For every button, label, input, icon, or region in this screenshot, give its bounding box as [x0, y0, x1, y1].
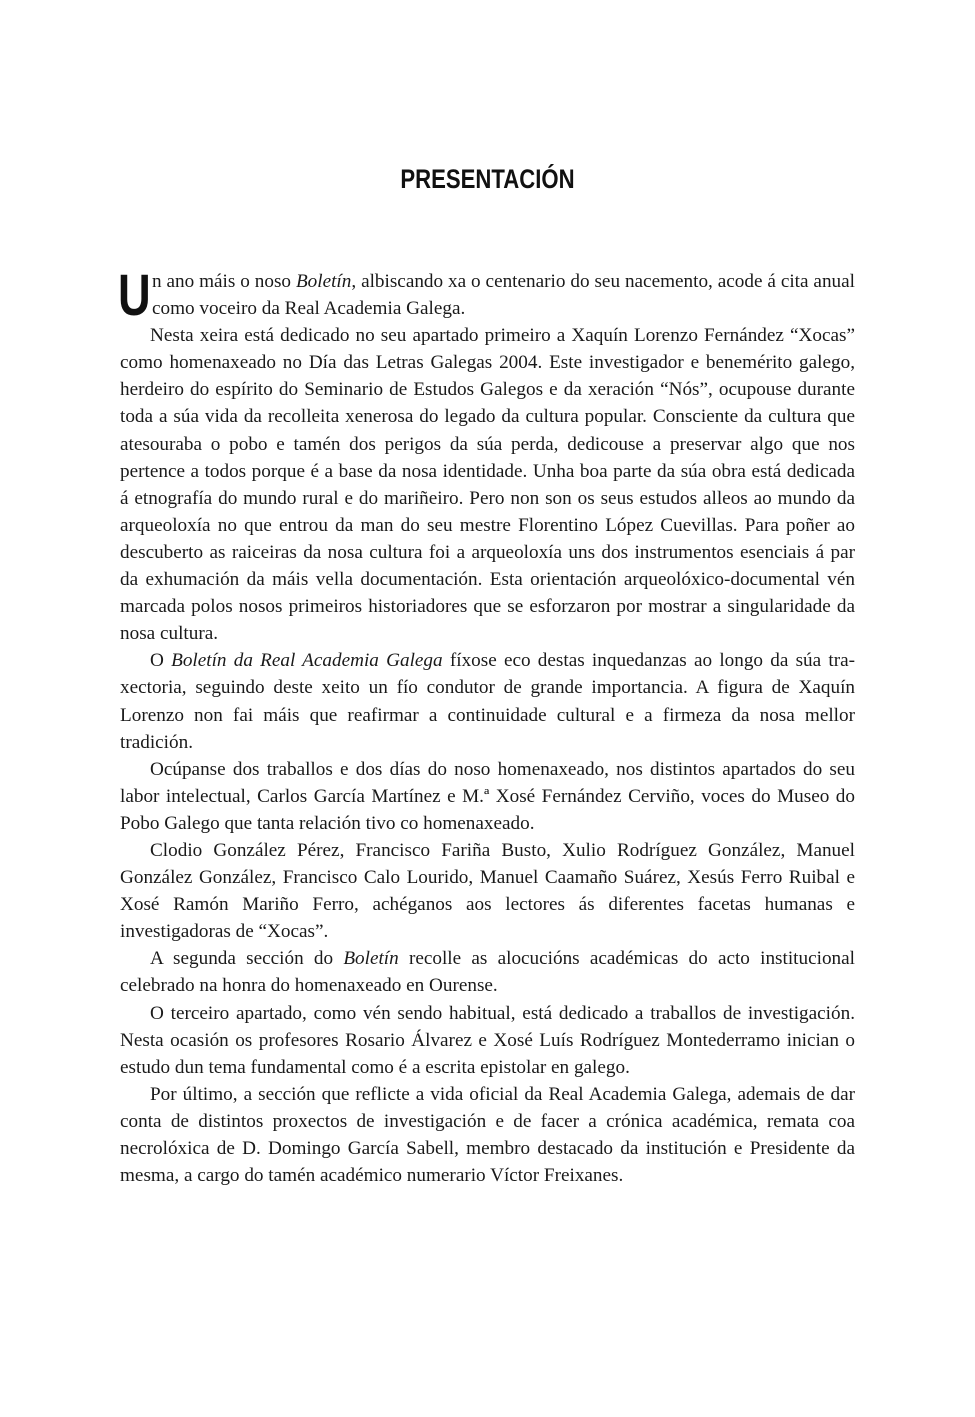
text-segment: n ano máis o noso	[152, 271, 296, 292]
text-segment: Por último, a sección que reflicte a vida oficial da Real Academia Galega, ademais de dar conta de distintos proxectos de investigación e de facer a crónica académica, remata coa necrolóxica de D. Domingo García Sabell, membro destacado da institución e Presidente da mesma, a cargo do tamén académico numerario Víctor Freixanes.	[120, 1083, 855, 1187]
drop-cap: U	[118, 263, 151, 328]
text-segment: Nesta xeira está dedicado no seu apartado primeiro a Xaquín Lorenzo Fernández “Xocas” como homenaxeado no Día das Letras Galegas 2004. Este investigador e benemérito galego, herdeiro do espírito do Seminario de Estudos Galegos e da xeración “Nós”, ocupouse durante toda a súa vida da recolleita xenerosa do legado da cultura popular. Consciente da cultura que atesouraba o pobo e tamén dos perigos da súa perda, dedicouse a preservar algo que nos pertence a todos porque é a base da nosa identidade. Unha boa parte da súa obra está dedicada á etnografía do mundo rural e do mariñeiro. Pero non son os seus estudos alleos ao mundo da arqueoloxía no que entrou da man do seu mestre Florentino López Cuevillas. Para poñer ao descuberto as raiceiras da nosa cultura foi a arqueoloxía uns dos instrumentos esenciais á par da exhumación da máis vella documentación. Esta orientación arqueolóxico-documental vén marcada polos nosos primeiros historiadores que se esforzaron por mostrar a singularidade da nosa cultura.	[120, 325, 855, 645]
italic-title: Boletín da Real Academia Galega	[171, 650, 443, 672]
italic-title: Boletín	[295, 271, 352, 292]
text-segment: A segunda sección do	[150, 948, 344, 970]
paragraph	[120, 1081, 855, 1189]
page-title: PRESENTACIÓN	[400, 164, 575, 195]
text-segment: O	[150, 650, 172, 672]
italic-title: Boletín	[343, 948, 399, 970]
paragraph	[120, 945, 855, 999]
paragraph	[120, 837, 855, 945]
paragraph	[120, 322, 855, 647]
text-segment: fíxose eco destas inquedanzas ao longo da súa traxectoria, seguindo deste xeito un fío condutor de grande importancia. A figura de Xaquín Lorenzo non fai máis que reafirmar a continuidade cultural e a firmeza da nosa mellor tradición.	[120, 650, 856, 753]
body-text	[118, 263, 856, 1189]
text-segment: O terceiro apartado, como vén sendo habitual, está dedicado a traballos de investigación. Nesta ocasión os profesores Rosario Álvarez e Xosé Luís Rodríguez Montederramo inician o estudo dun tema fundamental como é a escrita epistolar en galego.	[120, 1002, 855, 1078]
paragraph	[118, 263, 855, 328]
text-segment: recolle as alocucións académicas do acto institucional celebrado na honra do homenaxeado en Ourense.	[120, 948, 855, 997]
text-segment: Clodio González Pérez, Francisco Fariña Busto, Xulio Rodríguez González, Manuel González González, Francisco Calo Lourido, Manuel Caamaño Suárez, Xesús Ferro Ruibal e Xosé Ramón Mariño Ferro, achéganos aos lectores ás diferentes facetas humanas e investigadoras de “Xocas”.	[120, 839, 855, 943]
text-segment: , albiscando xa o centenario do seu nacemento, acode á cita anual como voceiro da Real Academia Galega.	[152, 271, 855, 320]
text-segment: Ocúpanse dos traballos e dos días do noso homenaxeado, nos distintos apartados do seu labor intelectual, Carlos García Martínez e M.ª Xosé Fernández Cerviño, voces do Museo do Pobo Galego que tanta relación tivo co homenaxeado.	[120, 758, 855, 834]
paragraph	[120, 1000, 855, 1081]
paragraph	[120, 756, 855, 837]
paragraph	[120, 647, 855, 755]
